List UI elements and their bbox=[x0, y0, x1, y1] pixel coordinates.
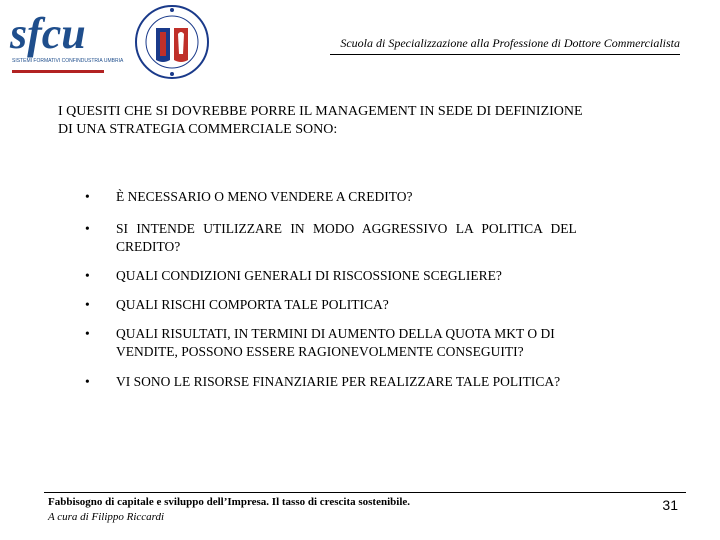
list-item-line: QUALI CONDIZIONI GENERALI DI RISCOSSIONE SCEGLIERE? bbox=[116, 268, 502, 283]
bullet-icon: • bbox=[85, 221, 90, 236]
university-seal-icon bbox=[134, 4, 210, 80]
list-item-line: QUALI RISCHI COMPORTA TALE POLITICA? bbox=[116, 297, 389, 312]
institute-name: Scuola di Specializzazione alla Professione di Dottore Commercialista bbox=[340, 36, 680, 50]
list-item-text bbox=[116, 267, 648, 285]
bullet-icon: • bbox=[85, 189, 90, 204]
footer-divider bbox=[44, 492, 686, 493]
list-item-line: SI INTENDE UTILIZZARE IN MODO AGGRESSIVO LA POLITICA DEL bbox=[116, 221, 577, 236]
sfcu-logo-subtext: SISTEMI FORMATIVI CONFINDUSTRIA UMBRIA bbox=[12, 58, 124, 64]
sfcu-logo bbox=[8, 8, 126, 78]
list-item-text bbox=[116, 188, 648, 206]
list-item-line: VI SONO LE RISORSE FINANZIARIE PER REALIZZARE TALE POLITICA? bbox=[116, 374, 561, 389]
bullet-icon: • bbox=[85, 326, 90, 341]
list-item-text bbox=[116, 325, 648, 361]
list-item-line: QUALI RISULTATI, IN TERMINI DI AUMENTO DELLA QUOTA MKT O DI bbox=[116, 326, 555, 341]
page-number: 31 bbox=[662, 497, 678, 513]
page-title-line-2: DI UNA STRATEGIA COMMERCIALE SONO: bbox=[58, 122, 338, 137]
bullet-icon: • bbox=[85, 374, 90, 389]
header-divider bbox=[330, 54, 680, 55]
sfcu-logo-text: sfcu bbox=[10, 9, 86, 58]
page-title bbox=[58, 103, 678, 139]
list-item-text bbox=[116, 373, 648, 391]
list-item-text bbox=[116, 220, 648, 256]
footer-author: A cura di Filippo Riccardi bbox=[48, 511, 165, 523]
list-item-text bbox=[116, 296, 648, 314]
list-item-line: CREDITO? bbox=[116, 239, 181, 254]
bullet-icon: • bbox=[85, 268, 90, 283]
list-item-line: VENDITE, POSSONO ESSERE RAGIONEVOLMENTE CONSEGUITI? bbox=[116, 344, 524, 359]
bullet-icon: • bbox=[85, 297, 90, 312]
page-title-line-1: I QUESITI CHE SI DOVREBBE PORRE IL MANAGEMENT IN SEDE DI DEFINIZIONE bbox=[58, 104, 583, 119]
list-item-line: È NECESSARIO O MENO VENDERE A CREDITO? bbox=[116, 189, 413, 204]
footer-course-title: Fabbisogno di capitale e sviluppo dell’Impresa. Il tasso di crescita sostenibile. bbox=[48, 496, 411, 508]
sfcu-logo-bar bbox=[12, 70, 104, 73]
